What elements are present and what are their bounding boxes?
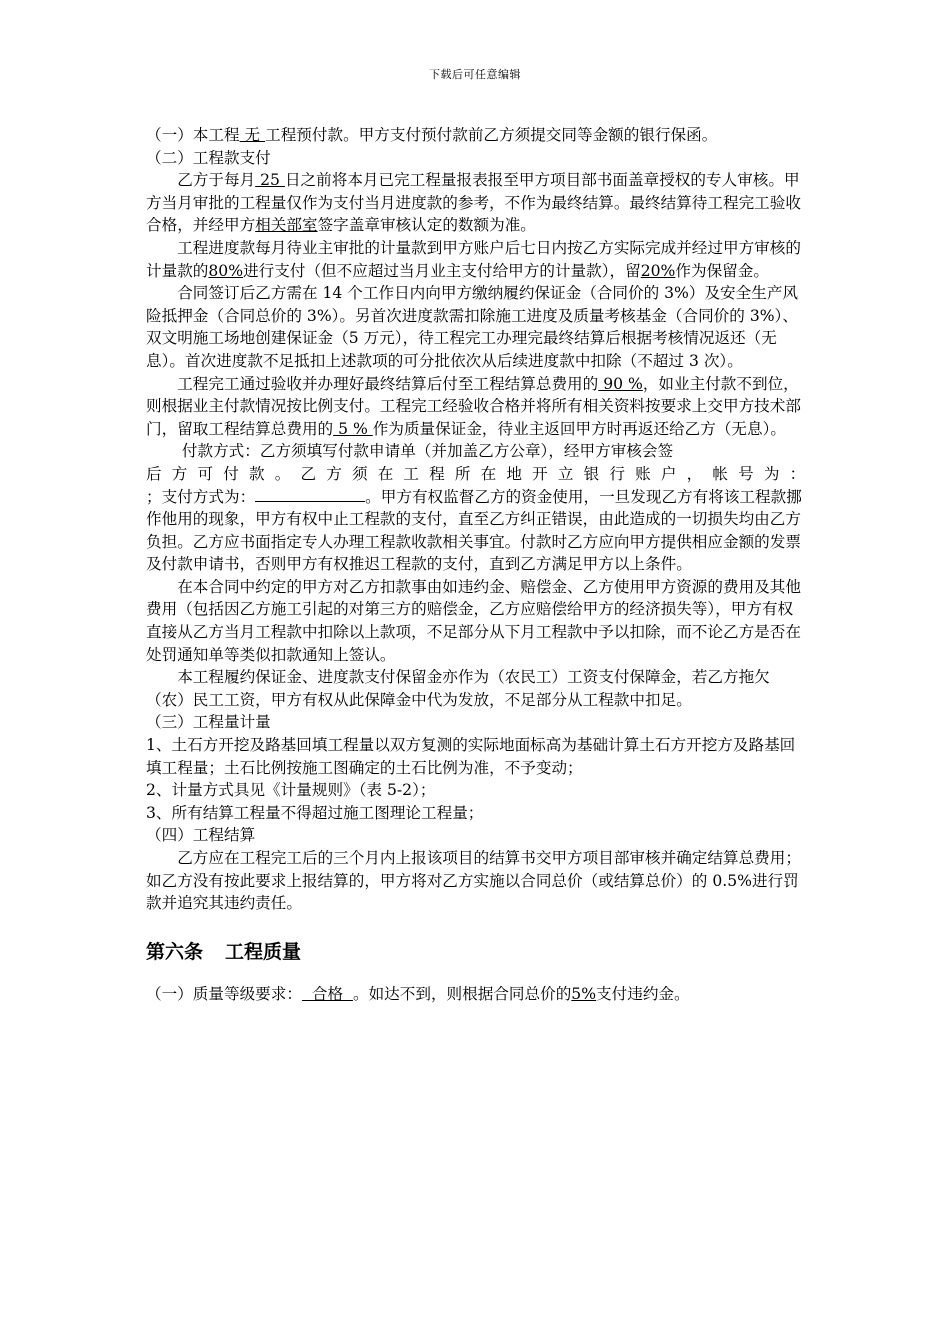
text: 支付违约金。 <box>596 984 690 1003</box>
article-6-heading <box>146 939 808 965</box>
final-ratio-value: 90 % <box>598 374 643 393</box>
warranty-ratio-value: 5 % <box>333 419 373 438</box>
quality-grade-value: 合格 <box>301 984 353 1003</box>
measurement-item-3: 3、所有结算工程量不得超过施工图理论工程量； <box>146 803 484 822</box>
wage-guarantee-paragraph: 本工程履约保证金、进度款支付保留金亦作为（农民工）工资支付保障金，若乙方拖欠（农）民工工资，甲方有权从此保障金中代为发放，不足部分从工程款中扣足。 <box>146 668 770 709</box>
text: 作为质量保证金，待业主返回甲方时再返还给乙方（无息）。 <box>372 419 786 438</box>
measurement-item-2: 2、计量方式具见《计量规则》（表 5-2）； <box>146 781 436 800</box>
text: 。甲方有权监督乙方的资金使用，一旦发现乙方有将该工程款挪作他用的现象，甲方有权中止工程款的支付，直至乙方纠正错误，由此造成的一切损失均由乙方负担。乙方应书面指定专人办理工程款收款相关事宜。付款时乙方应向甲方提供相应金额的发票及付款申请书，否则甲方有权推迟工程款的支付，直到乙方满足甲方以上条件。 <box>146 487 802 574</box>
text: ；支付方式为： <box>146 487 256 506</box>
retention-ratio-value: 20% <box>640 261 676 280</box>
text: ，如业主付款不到位，则根据业主付款情况按比例支付。工程完工经验收合格并将所有相关资料按要求上交甲方技术部门，留取工程结算总费用的 <box>146 374 801 438</box>
text: （一）本工程 <box>146 126 240 144</box>
page-header: 下载后可任意编辑 <box>429 68 521 81</box>
text: 。如达不到，则根据合同总价的 <box>352 984 572 1003</box>
section-1-paragraph <box>146 124 808 147</box>
text: 签字盖章审核认定的数额为准。 <box>317 216 536 235</box>
text: 工程完工通过验收并办理好最终结算后付至工程结算总费用的 <box>177 374 599 393</box>
payment-paragraph-4 <box>146 373 808 441</box>
text: 工程预付款。甲方支付预付款前乙方须提交同等金额的银行保函。 <box>265 126 718 144</box>
payment-paragraph-2 <box>146 237 808 282</box>
article-title: 工程质量 <box>225 940 302 963</box>
settlement-paragraph: 乙方应在工程完工后的三个月内上报该项目的结算书交甲方项目部审核并确定结算总费用；如乙方没有按此要求上报结算的，甲方将对乙方实施以合同总价（或结算总价）的 0.5%进行罚款并追究其违约责任。 <box>146 849 801 913</box>
department-value: 相关部室 <box>255 216 318 235</box>
text: 乙方于每月 <box>177 171 256 190</box>
section-4-title: （四）工程结算 <box>146 826 256 845</box>
article-number: 第六条 <box>146 940 204 963</box>
measurement-item-1: 1、土石方开挖及路基回填工程量以双方复测的实际地面标高为基础计算土石方开挖方及路基回填工程量；土石比例按施工图确定的土石比例为准，不予变动； <box>146 736 796 777</box>
document-body <box>146 124 808 1005</box>
section-3-title: （三）工程量计量 <box>146 713 271 732</box>
payment-method-rest <box>146 486 808 576</box>
payment-method-line-1: 付款方式：乙方须填写付款申请单（并加盖乙方公章），经甲方审核会签 <box>181 442 674 461</box>
text: 工程进度款每月待业主审批的计量款到甲方账户后七日内按乙方实际完成并经过甲方审核的计量款的 <box>146 238 801 280</box>
text: 日之前将本月已完工程量报表报至甲方项目部书面盖章授权的专人审核。甲方当月审批的工程量仅作为支付当月进度款的参考，不作为最终结算。最终结算待工程完工验收合格，并经甲方 <box>146 171 801 235</box>
report-day-value: 25 <box>255 171 285 190</box>
payment-ratio-value: 80% <box>208 261 244 280</box>
penalty-ratio-value: 5% <box>571 984 597 1003</box>
payment-paragraph-1 <box>146 169 808 237</box>
payment-method-blank <box>255 487 365 502</box>
text: （一）质量等级要求： <box>146 984 302 1003</box>
text: 作为保留金。 <box>675 261 769 280</box>
text: 进行支付（但不应超过当月业主支付给甲方的计量款），留 <box>243 261 641 280</box>
quality-requirement <box>146 983 808 1006</box>
deduction-paragraph: 在本合同中约定的甲方对乙方扣款事由如违约金、赔偿金、乙方使用甲方资源的费用及其他费用（包括因乙方施工引起的对第三方的赔偿金，乙方应赔偿给甲方的经济损失等），甲方有权直接从乙方当月工程款中扣除以上款项，不足部分从下月工程款中予以扣除，而不论乙方是否在处罚通知单等类似扣款通知上签认。 <box>146 577 801 664</box>
payment-paragraph-3: 合同签订后乙方需在 14 个工作日内向甲方缴纳履约保证金（合同价的 3%）及安全生产风险抵押金（合同总价的 3%）。另首次进度款需扣除施工进度及质量考核基金（合同价的 3%）、双文明施工场地创建保证金（5 万元），待工程完工办理完最终结算后根据考核情况返还（无息）。首次进度款不足抵扣上述款项的可分批依次从后续进度款中扣除（不超过 3 次）。 <box>146 284 799 370</box>
prepayment-value: 无 <box>239 126 266 144</box>
payment-method-line-2: 后方可付款。乙方须在工程所在地开立银行账户，帐号为： <box>146 464 808 483</box>
section-2-title: （二）工程款支付 <box>146 148 271 167</box>
